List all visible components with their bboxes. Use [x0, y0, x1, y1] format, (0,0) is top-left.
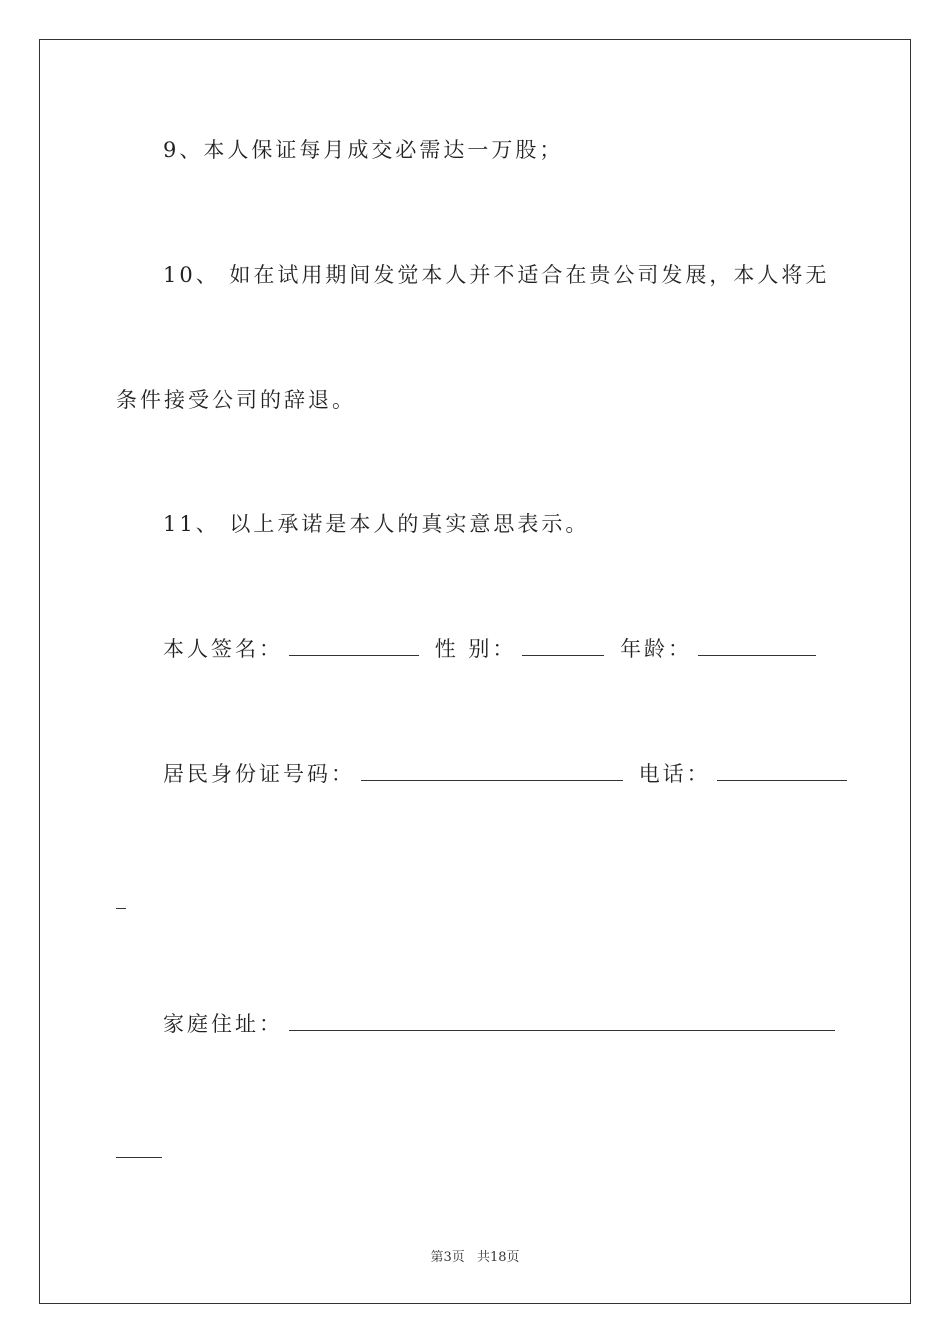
age-field[interactable]	[698, 635, 816, 656]
item-9: 9、本人保证每月成交必需达一万股；	[163, 138, 564, 162]
address-field-continuation[interactable]	[116, 1137, 162, 1158]
phone-field-continuation[interactable]	[116, 888, 126, 909]
personal-info-row	[163, 635, 822, 663]
age-label: 年龄：	[620, 637, 693, 661]
page-total: 共18页	[476, 1250, 520, 1265]
signature-label: 本人签名：	[163, 637, 283, 661]
item-10-line-2: 条件接受公司的辞退。	[116, 388, 356, 412]
gender-label: 性 别：	[434, 637, 517, 661]
address-row	[163, 1010, 841, 1038]
id-number-label: 居民身份证号码：	[163, 762, 355, 786]
page-frame	[39, 39, 911, 1304]
id-phone-row	[163, 760, 853, 788]
item-10-line-1: 10、 如在试用期间发觉本人并不适合在贵公司发展，本人将无	[163, 263, 830, 287]
address-field[interactable]	[289, 1010, 835, 1031]
signature-field[interactable]	[289, 635, 419, 656]
gender-field[interactable]	[522, 635, 604, 656]
page-number: 第3页	[430, 1250, 465, 1265]
phone-field[interactable]	[717, 760, 847, 781]
page-footer	[0, 1250, 950, 1266]
item-11: 11、 以上承诺是本人的真实意思表示。	[163, 512, 590, 536]
phone-label: 电话：	[638, 762, 711, 786]
id-number-field[interactable]	[361, 760, 623, 781]
address-label: 家庭住址：	[163, 1012, 283, 1036]
